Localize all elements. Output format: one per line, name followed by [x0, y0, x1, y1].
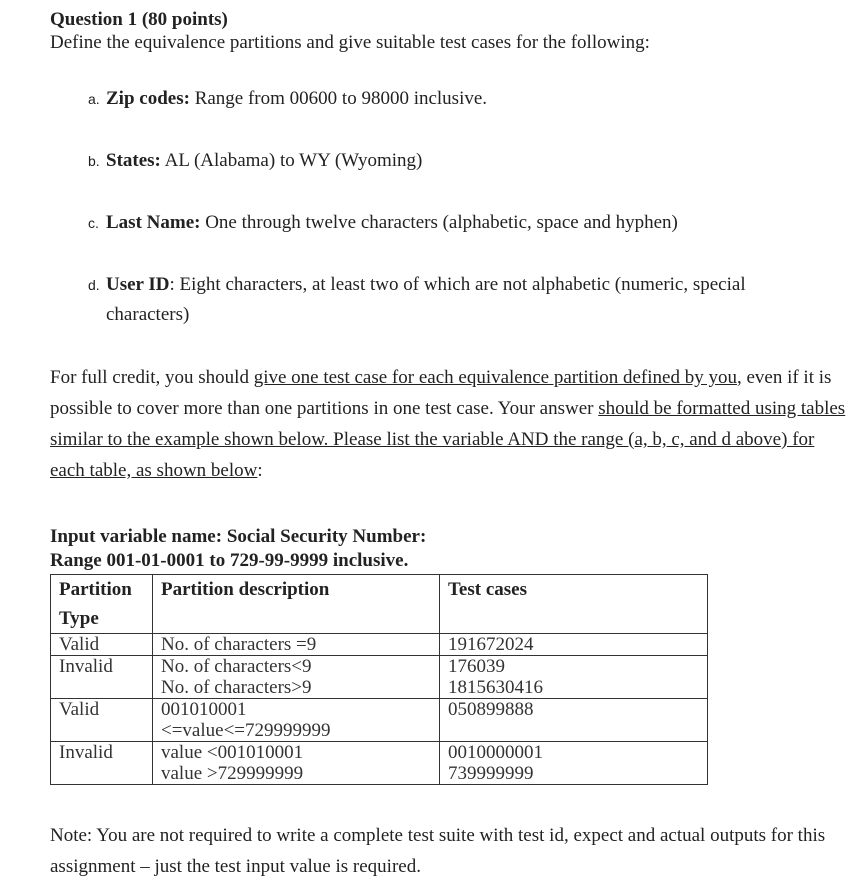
example-heading: [50, 525, 426, 573]
header-partition-type: Partition Type: [51, 575, 153, 634]
cell-type: Invalid: [51, 656, 153, 699]
item-label: Last Name:: [106, 212, 201, 233]
cell-cases: [440, 634, 708, 656]
header-test-cases: Test cases: [440, 575, 708, 634]
example-variable-name: Input variable name: Social Security Number:: [50, 526, 427, 547]
cell-type: Invalid: [51, 742, 153, 785]
header-partition-description: Partition description: [153, 575, 440, 634]
item-letter: a.: [88, 91, 100, 107]
desc-line: value >729999999: [161, 763, 304, 784]
question-title: Question 1 (80 points): [50, 9, 228, 30]
assignment-note: Note: You are not required to write a complete test suite with test id, expect and actual outputs for this assignment – just the test input value is required.: [50, 825, 826, 877]
item-letter: b.: [88, 153, 100, 169]
item-text: : Eight characters, at least two of which are not alphabetic (numeric, special: [169, 274, 746, 295]
list-item-user-id: [88, 270, 848, 330]
case-line: 176039: [448, 656, 505, 677]
credit-underlined-1: give one test case for each equivalence partition defined by you: [253, 367, 737, 388]
table-header-row: [51, 575, 708, 634]
cell-cases: [440, 742, 708, 785]
item-letter: c.: [88, 215, 99, 231]
cell-type: Valid: [51, 699, 153, 742]
cell-cases: [440, 699, 708, 742]
table-row: [51, 699, 708, 742]
case-line: 0010000001: [448, 742, 543, 763]
cell-description: [153, 634, 440, 656]
cell-description: [153, 656, 440, 699]
case-line: 739999999: [448, 763, 534, 784]
credit-text-2: , even if it is possible to cover more than one partitions in one test case. Your answer: [50, 367, 832, 419]
example-table: [50, 574, 708, 785]
credit-underlined-2: should be formatted using tables similar to the example shown below. Please list the variable AND the range (a, b, c, and d above) for each table, as shown below: [50, 398, 846, 481]
table-row: [51, 742, 708, 785]
credit-text-3: :: [257, 460, 263, 481]
cell-description: [153, 742, 440, 785]
item-label: Zip codes:: [106, 88, 190, 109]
item-label: States:: [106, 150, 161, 171]
list-item-zip-codes: [88, 84, 848, 114]
item-text: Range from 00600 to 98000 inclusive.: [189, 88, 488, 109]
item-text: AL (Alabama) to WY (Wyoming): [160, 150, 423, 171]
desc-line: value <001010001: [161, 742, 304, 763]
desc-line: No. of characters>9: [161, 677, 312, 698]
cell-type: Valid: [51, 634, 153, 656]
item-label: User ID: [106, 274, 170, 295]
item-text: One through twelve characters (alphabetic, space and hyphen): [200, 212, 678, 233]
cell-description: [153, 699, 440, 742]
desc-line: No. of characters<9: [161, 656, 312, 677]
credit-text-1: For full credit, you should: [50, 367, 254, 388]
item-letter: d.: [88, 277, 100, 293]
desc-line: No. of characters =9: [161, 634, 317, 655]
cell-cases: [440, 656, 708, 699]
example-range: Range 001-01-0001 to 729-99-9999 inclusive.: [50, 550, 409, 571]
case-line: 1815630416: [448, 677, 543, 698]
case-line: 191672024: [448, 634, 534, 655]
case-line: 050899888: [448, 699, 534, 720]
list-item-states: [88, 146, 848, 176]
table-row: [51, 656, 708, 699]
table-row: [51, 634, 708, 656]
desc-line: <=value<=729999999: [161, 720, 331, 741]
list-item-last-name: [88, 208, 848, 238]
desc-line: 001010001: [161, 699, 247, 720]
item-text-continued: characters): [106, 304, 190, 325]
credit-instructions: [50, 362, 850, 486]
question-intro: Define the equivalence partitions and give suitable test cases for the following:: [50, 32, 650, 53]
